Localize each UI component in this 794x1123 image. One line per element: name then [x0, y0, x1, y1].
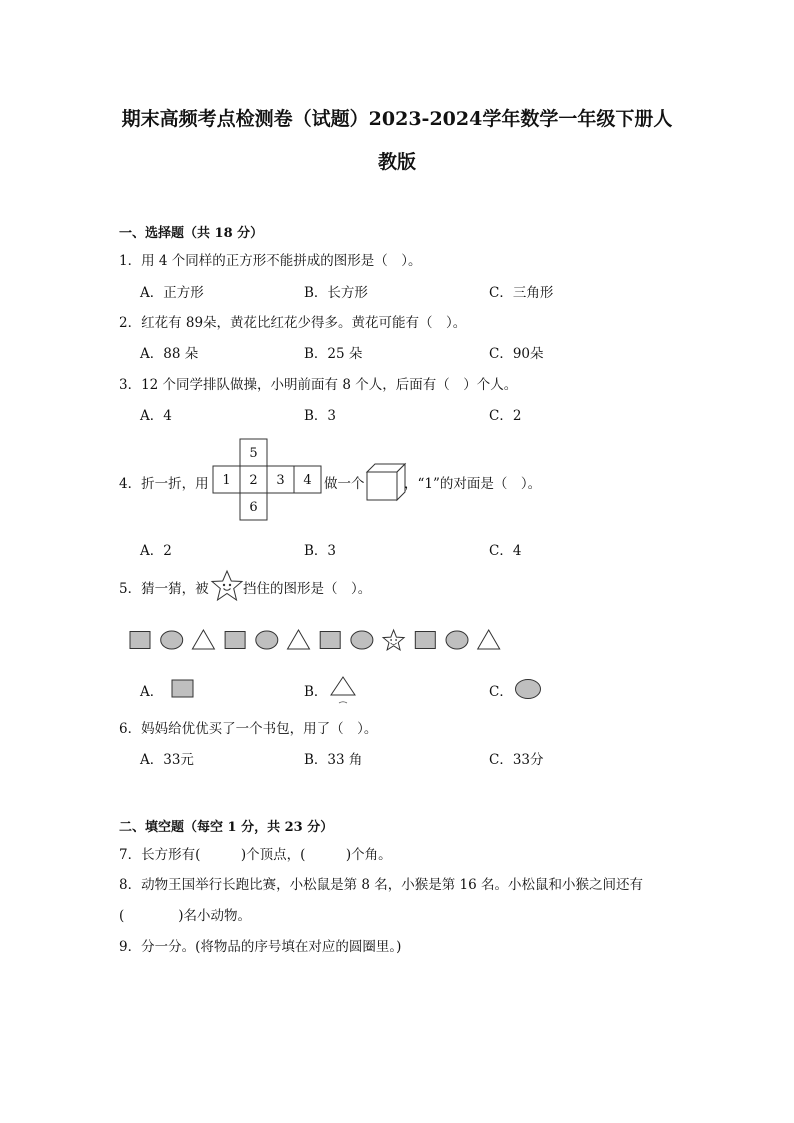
net-label-6: 6: [249, 500, 258, 515]
sequence-triangle-3: [192, 630, 214, 649]
q1-option-c[interactable]: C．三角形: [489, 285, 554, 301]
smiling-star-icon: [210, 570, 244, 602]
sequence-oval-5: [256, 631, 278, 649]
question-5-prefix: 5．猜一猜，被: [119, 581, 209, 597]
page-title: 期末高频考点检测卷（试题）2023-2024学年数学一年级下册人: [121, 108, 673, 130]
question-7: 7．长方形有( )个顶点，( )个角。: [119, 847, 392, 863]
q1-option-b[interactable]: B．长方形: [304, 285, 368, 301]
question-5-suffix: 挡住的图形是（ ）。: [243, 581, 372, 597]
q6-option-c[interactable]: C．33分: [489, 752, 544, 768]
question-8-line2: ( )名小动物。: [119, 908, 252, 924]
question-4-suffix: ，“1”的对面是（ ）。: [404, 476, 542, 492]
q1-option-a[interactable]: A．正方形: [140, 285, 204, 301]
q6-option-b[interactable]: B．33 角: [304, 752, 363, 768]
sequence-square-4: [225, 632, 245, 649]
question-3: 3．12 个同学排队做操，小明前面有 8 个人，后面有（ ）个人。: [119, 377, 518, 393]
sequence-triangle-12: [478, 630, 500, 649]
sequence-square-1: [130, 632, 150, 649]
net-label-1: 1: [222, 473, 231, 488]
question-4-prefix: 4．折一折，用: [119, 476, 209, 492]
sequence-oval-2: [161, 631, 183, 649]
gray-square-icon: [171, 679, 195, 699]
q5-option-c[interactable]: C．: [489, 684, 513, 700]
sequence-oval-8: [351, 631, 373, 649]
sequence-oval-11: [446, 631, 468, 649]
question-4-middle: 做一个: [324, 476, 365, 492]
sequence-square-7: [320, 632, 340, 649]
net-label-4: 4: [303, 473, 312, 488]
gray-oval-icon: [514, 678, 542, 700]
section-choice-heading: 一、选择题（共 18 分）: [119, 226, 264, 241]
question-6: 6．妈妈给优优买了一个书包，用了（ ）。: [119, 721, 378, 737]
q2-option-a[interactable]: A．88 朵: [140, 346, 199, 362]
q4-option-a[interactable]: A．2: [140, 543, 172, 559]
q2-option-c[interactable]: C．90朵: [489, 346, 544, 362]
sequence-star-9: [383, 630, 404, 650]
shape-sequence: [128, 626, 508, 654]
question-1: 1．用 4 个同样的正方形不能拼成的图形是（ ）。: [119, 253, 422, 269]
sequence-triangle-6: [288, 630, 310, 649]
triangle-icon: [330, 676, 356, 706]
question-2: 2．红花有 89朵，黄花比红花少得多。黄花可能有（ ）。: [119, 315, 467, 331]
cube-net-figure: [212, 439, 322, 520]
q3-option-c[interactable]: C．2: [489, 408, 522, 424]
q4-option-b[interactable]: B．3: [304, 543, 337, 559]
net-label-3: 3: [276, 473, 285, 488]
question-9: 9．分一分。(将物品的序号填在对应的圆圈里。): [119, 939, 402, 955]
q3-option-b[interactable]: B．3: [304, 408, 337, 424]
page-title-continued: 教版: [377, 151, 416, 173]
q5-option-a[interactable]: A．: [140, 684, 164, 700]
sequence-square-10: [415, 632, 435, 649]
net-label-2: 2: [249, 473, 258, 488]
q6-option-a[interactable]: A．33元: [140, 752, 194, 768]
net-label-5: 5: [249, 446, 258, 461]
q4-option-c[interactable]: C．4: [489, 543, 522, 559]
q2-option-b[interactable]: B．25 朵: [304, 346, 363, 362]
cube-icon: [366, 463, 408, 501]
q5-option-b[interactable]: B．: [304, 684, 328, 700]
q3-option-a[interactable]: A．4: [140, 408, 172, 424]
question-8-line1: 8．动物王国举行长跑比赛，小松鼠是第 8 名，小猴是第 16 名。小松鼠和小猴之间还有: [119, 877, 644, 893]
section-fill-heading: 二、填空题（每空 1 分，共 23 分）: [119, 820, 334, 835]
